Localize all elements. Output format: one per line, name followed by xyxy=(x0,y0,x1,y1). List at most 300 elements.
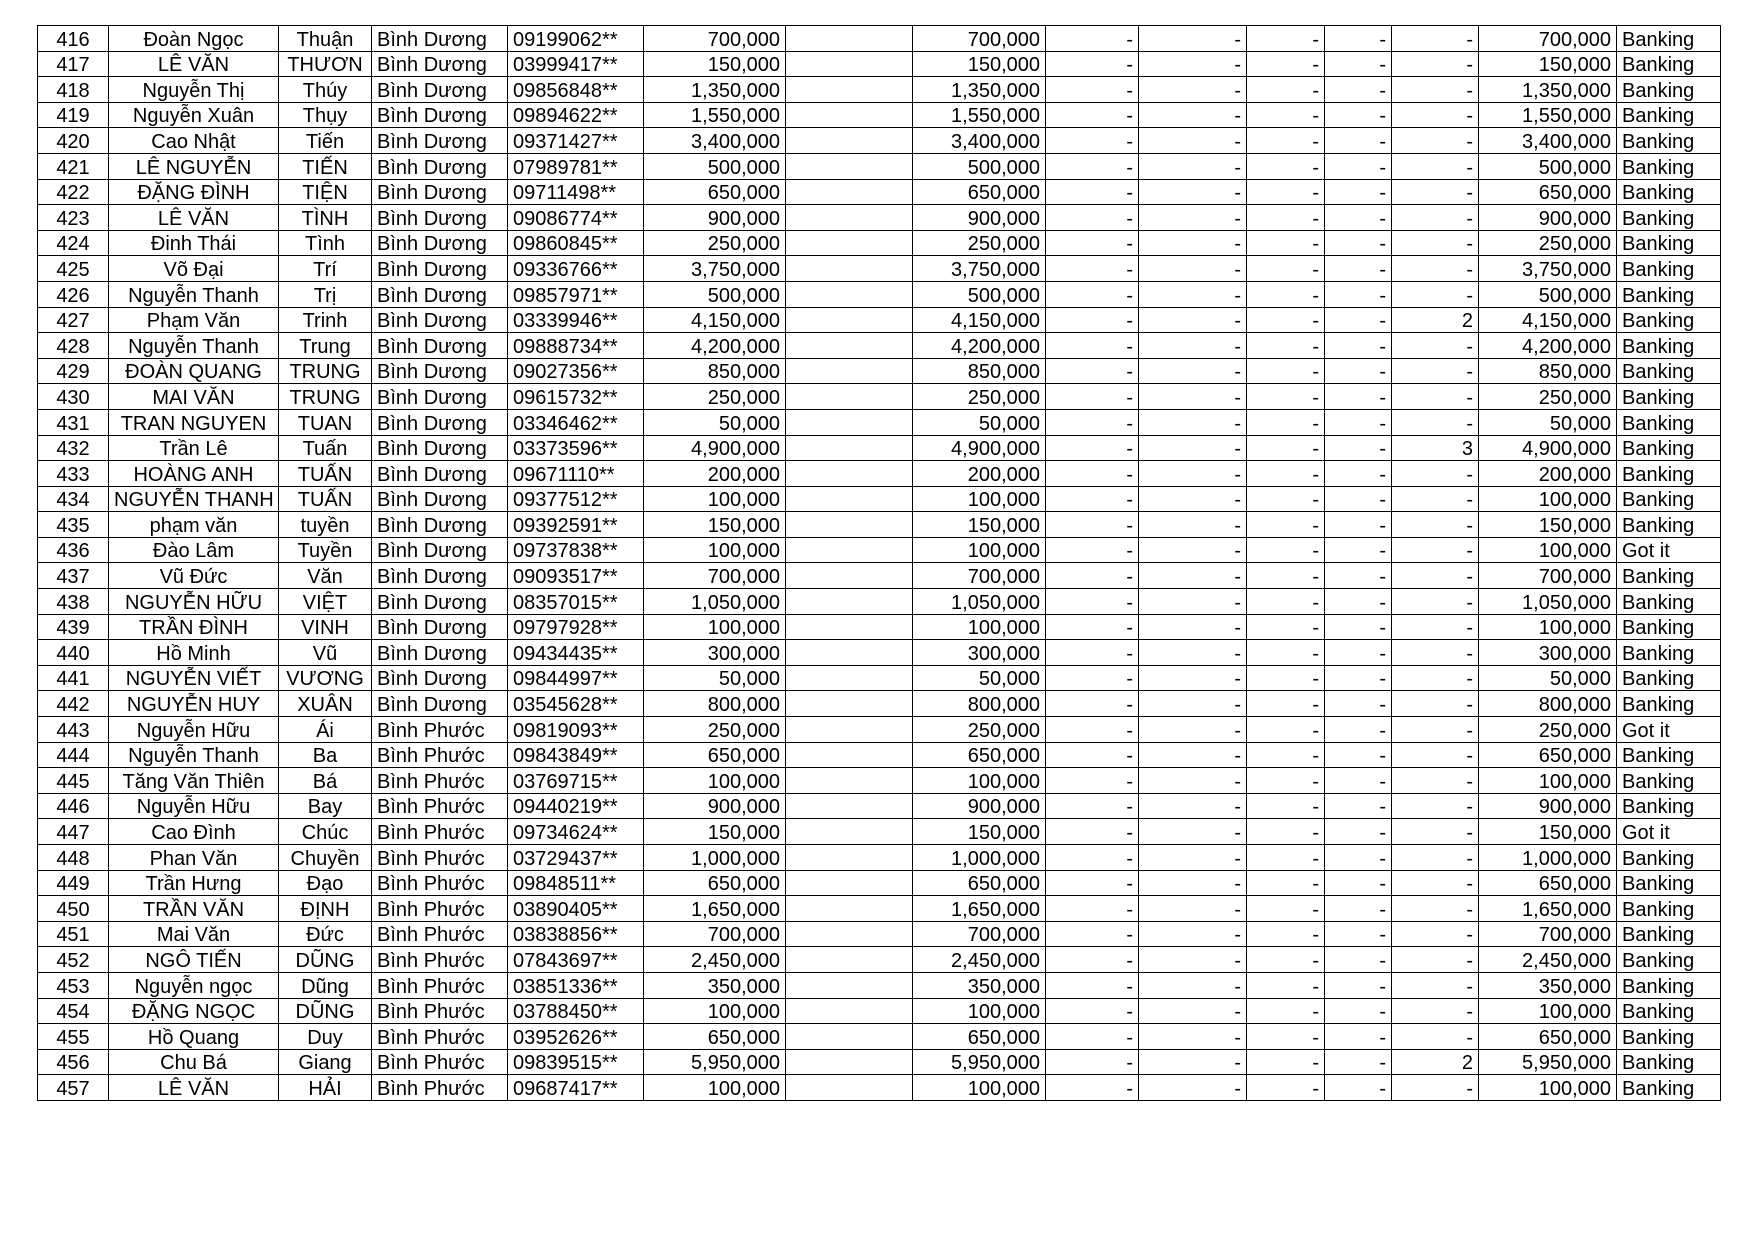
last-name-cell: Trần Hưng xyxy=(109,870,279,896)
deduction-4-cell: - xyxy=(1325,537,1392,563)
payment-method-cell: Banking xyxy=(1617,896,1721,922)
last-name-cell: ĐẶNG NGỌC xyxy=(109,998,279,1024)
deduction-4-cell: - xyxy=(1325,358,1392,384)
last-name-cell: Nguyễn Thanh xyxy=(109,281,279,307)
phone-number-cell: 09860845** xyxy=(508,230,644,256)
total-amount-cell: 5,950,000 xyxy=(1479,1049,1617,1075)
amount-confirmed-cell: 3,400,000 xyxy=(913,128,1046,154)
total-amount-cell: 3,400,000 xyxy=(1479,128,1617,154)
deduction-1-cell: - xyxy=(1046,717,1139,743)
deduction-4-cell: - xyxy=(1325,691,1392,717)
total-amount-cell: 150,000 xyxy=(1479,819,1617,845)
extra-amount-cell xyxy=(786,435,913,461)
row-number-cell: 431 xyxy=(38,409,109,435)
province-cell: Bình Phước xyxy=(372,870,508,896)
deduction-2-cell: - xyxy=(1139,614,1247,640)
total-amount-cell: 850,000 xyxy=(1479,358,1617,384)
amount-cell: 250,000 xyxy=(644,384,786,410)
deduction-5-cell: - xyxy=(1392,128,1479,154)
deduction-4-cell: - xyxy=(1325,77,1392,103)
phone-number-cell: 09027356** xyxy=(508,358,644,384)
total-amount-cell: 800,000 xyxy=(1479,691,1617,717)
last-name-cell: NGÔ TIẾN xyxy=(109,947,279,973)
payment-method-cell: Banking xyxy=(1617,461,1721,487)
last-name-cell: Tăng Văn Thiên xyxy=(109,768,279,794)
total-amount-cell: 4,150,000 xyxy=(1479,307,1617,333)
amount-confirmed-cell: 100,000 xyxy=(913,768,1046,794)
deduction-5-cell: - xyxy=(1392,256,1479,282)
last-name-cell: TRAN NGUYEN xyxy=(109,409,279,435)
row-number-cell: 447 xyxy=(38,819,109,845)
amount-cell: 50,000 xyxy=(644,665,786,691)
deduction-2-cell: - xyxy=(1139,128,1247,154)
phone-number-cell: 03729437** xyxy=(508,845,644,871)
amount-cell: 4,900,000 xyxy=(644,435,786,461)
deduction-5-cell: - xyxy=(1392,77,1479,103)
deduction-1-cell: - xyxy=(1046,358,1139,384)
first-name-cell: Tuyền xyxy=(279,537,372,563)
payment-method-cell: Banking xyxy=(1617,921,1721,947)
province-cell: Bình Phước xyxy=(372,793,508,819)
row-number-cell: 434 xyxy=(38,486,109,512)
first-name-cell: Thúy xyxy=(279,77,372,103)
last-name-cell: MAI VĂN xyxy=(109,384,279,410)
deduction-5-cell: - xyxy=(1392,793,1479,819)
last-name-cell: Phạm Văn xyxy=(109,307,279,333)
deduction-3-cell: - xyxy=(1247,665,1325,691)
deduction-3-cell: - xyxy=(1247,153,1325,179)
province-cell: Bình Dương xyxy=(372,128,508,154)
payment-method-cell: Banking xyxy=(1617,998,1721,1024)
deduction-5-cell: - xyxy=(1392,51,1479,77)
deduction-5-cell: - xyxy=(1392,358,1479,384)
total-amount-cell: 500,000 xyxy=(1479,153,1617,179)
phone-number-cell: 09392591** xyxy=(508,512,644,538)
deduction-1-cell: - xyxy=(1046,819,1139,845)
payment-method-cell: Banking xyxy=(1617,972,1721,998)
extra-amount-cell xyxy=(786,1049,913,1075)
deduction-3-cell: - xyxy=(1247,921,1325,947)
deduction-2-cell: - xyxy=(1139,1049,1247,1075)
total-amount-cell: 150,000 xyxy=(1479,51,1617,77)
first-name-cell: VINH xyxy=(279,614,372,640)
phone-number-cell: 03346462** xyxy=(508,409,644,435)
deduction-3-cell: - xyxy=(1247,793,1325,819)
deduction-1-cell: - xyxy=(1046,409,1139,435)
phone-number-cell: 03373596** xyxy=(508,435,644,461)
amount-confirmed-cell: 1,000,000 xyxy=(913,845,1046,871)
phone-number-cell: 09086774** xyxy=(508,205,644,231)
table-body xyxy=(38,26,1721,1101)
payment-method-cell: Banking xyxy=(1617,512,1721,538)
payment-method-cell: Banking xyxy=(1617,665,1721,691)
amount-confirmed-cell: 3,750,000 xyxy=(913,256,1046,282)
deduction-2-cell: - xyxy=(1139,665,1247,691)
row-number-cell: 455 xyxy=(38,1024,109,1050)
deduction-2-cell: - xyxy=(1139,998,1247,1024)
deduction-5-cell: 2 xyxy=(1392,1049,1479,1075)
payment-method-cell: Banking xyxy=(1617,153,1721,179)
deduction-2-cell: - xyxy=(1139,307,1247,333)
last-name-cell: Đoàn Ngọc xyxy=(109,26,279,52)
payment-method-cell: Banking xyxy=(1617,409,1721,435)
table-row xyxy=(38,640,1721,666)
table-row xyxy=(38,153,1721,179)
amount-confirmed-cell: 650,000 xyxy=(913,179,1046,205)
row-number-cell: 424 xyxy=(38,230,109,256)
phone-number-cell: 09819093** xyxy=(508,717,644,743)
payment-method-cell: Banking xyxy=(1617,230,1721,256)
deduction-4-cell: - xyxy=(1325,333,1392,359)
row-number-cell: 423 xyxy=(38,205,109,231)
deduction-3-cell: - xyxy=(1247,947,1325,973)
row-number-cell: 453 xyxy=(38,972,109,998)
amount-confirmed-cell: 1,050,000 xyxy=(913,589,1046,615)
row-number-cell: 426 xyxy=(38,281,109,307)
amount-cell: 250,000 xyxy=(644,230,786,256)
total-amount-cell: 4,900,000 xyxy=(1479,435,1617,461)
province-cell: Bình Phước xyxy=(372,768,508,794)
extra-amount-cell xyxy=(786,589,913,615)
phone-number-cell: 07843697** xyxy=(508,947,644,973)
first-name-cell: Trinh xyxy=(279,307,372,333)
deduction-3-cell: - xyxy=(1247,409,1325,435)
payment-method-cell: Banking xyxy=(1617,102,1721,128)
deduction-2-cell: - xyxy=(1139,717,1247,743)
amount-cell: 150,000 xyxy=(644,51,786,77)
deduction-2-cell: - xyxy=(1139,461,1247,487)
deduction-3-cell: - xyxy=(1247,819,1325,845)
deduction-1-cell: - xyxy=(1046,793,1139,819)
extra-amount-cell xyxy=(786,256,913,282)
province-cell: Bình Phước xyxy=(372,1024,508,1050)
deduction-1-cell: - xyxy=(1046,128,1139,154)
payment-method-cell: Banking xyxy=(1617,77,1721,103)
deduction-1-cell: - xyxy=(1046,742,1139,768)
row-number-cell: 446 xyxy=(38,793,109,819)
extra-amount-cell xyxy=(786,409,913,435)
last-name-cell: Trần Lê xyxy=(109,435,279,461)
total-amount-cell: 1,550,000 xyxy=(1479,102,1617,128)
payment-method-cell: Banking xyxy=(1617,768,1721,794)
last-name-cell: Nguyễn ngọc xyxy=(109,972,279,998)
deduction-1-cell: - xyxy=(1046,1049,1139,1075)
table-row xyxy=(38,1024,1721,1050)
deduction-5-cell: - xyxy=(1392,768,1479,794)
table-row xyxy=(38,230,1721,256)
payment-method-cell: Banking xyxy=(1617,435,1721,461)
total-amount-cell: 100,000 xyxy=(1479,537,1617,563)
row-number-cell: 419 xyxy=(38,102,109,128)
last-name-cell: Nguyễn Xuân xyxy=(109,102,279,128)
deduction-3-cell: - xyxy=(1247,51,1325,77)
table-row xyxy=(38,1075,1721,1101)
amount-cell: 100,000 xyxy=(644,998,786,1024)
extra-amount-cell xyxy=(786,179,913,205)
amount-confirmed-cell: 700,000 xyxy=(913,26,1046,52)
province-cell: Bình Dương xyxy=(372,614,508,640)
phone-number-cell: 09615732** xyxy=(508,384,644,410)
first-name-cell: TUẤN xyxy=(279,486,372,512)
payment-method-cell: Banking xyxy=(1617,1075,1721,1101)
deduction-3-cell: - xyxy=(1247,333,1325,359)
total-amount-cell: 700,000 xyxy=(1479,563,1617,589)
table-row xyxy=(38,614,1721,640)
deduction-2-cell: - xyxy=(1139,691,1247,717)
table-row xyxy=(38,77,1721,103)
last-name-cell: Mai Văn xyxy=(109,921,279,947)
first-name-cell: Ái xyxy=(279,717,372,743)
deduction-4-cell: - xyxy=(1325,102,1392,128)
payment-method-cell: Banking xyxy=(1617,205,1721,231)
amount-cell: 800,000 xyxy=(644,691,786,717)
phone-number-cell: 03339946** xyxy=(508,307,644,333)
table-row xyxy=(38,537,1721,563)
deduction-5-cell: - xyxy=(1392,717,1479,743)
deduction-5-cell: - xyxy=(1392,691,1479,717)
last-name-cell: TRẦN ĐÌNH xyxy=(109,614,279,640)
last-name-cell: Cao Đình xyxy=(109,819,279,845)
amount-cell: 1,000,000 xyxy=(644,845,786,871)
deduction-1-cell: - xyxy=(1046,563,1139,589)
data-table xyxy=(37,25,1721,1101)
extra-amount-cell xyxy=(786,1075,913,1101)
total-amount-cell: 700,000 xyxy=(1479,921,1617,947)
first-name-cell: Dũng xyxy=(279,972,372,998)
deduction-3-cell: - xyxy=(1247,972,1325,998)
amount-confirmed-cell: 4,150,000 xyxy=(913,307,1046,333)
deduction-5-cell: - xyxy=(1392,614,1479,640)
deduction-3-cell: - xyxy=(1247,1024,1325,1050)
deduction-4-cell: - xyxy=(1325,179,1392,205)
first-name-cell: Chúc xyxy=(279,819,372,845)
total-amount-cell: 700,000 xyxy=(1479,26,1617,52)
first-name-cell: Đức xyxy=(279,921,372,947)
row-number-cell: 420 xyxy=(38,128,109,154)
extra-amount-cell xyxy=(786,461,913,487)
total-amount-cell: 100,000 xyxy=(1479,1075,1617,1101)
deduction-4-cell: - xyxy=(1325,972,1392,998)
last-name-cell: LÊ VĂN xyxy=(109,1075,279,1101)
last-name-cell: ĐẶNG ĐÌNH xyxy=(109,179,279,205)
deduction-1-cell: - xyxy=(1046,1024,1139,1050)
row-number-cell: 422 xyxy=(38,179,109,205)
deduction-2-cell: - xyxy=(1139,819,1247,845)
last-name-cell: TRẦN VĂN xyxy=(109,896,279,922)
first-name-cell: TUAN xyxy=(279,409,372,435)
phone-number-cell: 09797928** xyxy=(508,614,644,640)
province-cell: Bình Dương xyxy=(372,563,508,589)
deduction-2-cell: - xyxy=(1139,230,1247,256)
deduction-1-cell: - xyxy=(1046,77,1139,103)
deduction-2-cell: - xyxy=(1139,512,1247,538)
total-amount-cell: 100,000 xyxy=(1479,486,1617,512)
row-number-cell: 421 xyxy=(38,153,109,179)
deduction-2-cell: - xyxy=(1139,409,1247,435)
deduction-1-cell: - xyxy=(1046,486,1139,512)
deduction-1-cell: - xyxy=(1046,665,1139,691)
table-row xyxy=(38,461,1721,487)
deduction-3-cell: - xyxy=(1247,768,1325,794)
payment-method-cell: Banking xyxy=(1617,128,1721,154)
extra-amount-cell xyxy=(786,998,913,1024)
amount-confirmed-cell: 800,000 xyxy=(913,691,1046,717)
last-name-cell: ĐOÀN QUANG xyxy=(109,358,279,384)
last-name-cell: Nguyễn Thị xyxy=(109,77,279,103)
amount-cell: 100,000 xyxy=(644,768,786,794)
deduction-5-cell: - xyxy=(1392,179,1479,205)
first-name-cell: Ba xyxy=(279,742,372,768)
deduction-5-cell: - xyxy=(1392,230,1479,256)
deduction-1-cell: - xyxy=(1046,972,1139,998)
amount-cell: 100,000 xyxy=(644,1075,786,1101)
deduction-3-cell: - xyxy=(1247,870,1325,896)
deduction-3-cell: - xyxy=(1247,128,1325,154)
table-row xyxy=(38,128,1721,154)
province-cell: Bình Phước xyxy=(372,947,508,973)
deduction-2-cell: - xyxy=(1139,102,1247,128)
deduction-1-cell: - xyxy=(1046,589,1139,615)
deduction-2-cell: - xyxy=(1139,640,1247,666)
deduction-3-cell: - xyxy=(1247,640,1325,666)
amount-confirmed-cell: 650,000 xyxy=(913,1024,1046,1050)
phone-number-cell: 03952626** xyxy=(508,1024,644,1050)
last-name-cell: NGUYỄN VIẾT xyxy=(109,665,279,691)
phone-number-cell: 09857971** xyxy=(508,281,644,307)
phone-number-cell: 03890405** xyxy=(508,896,644,922)
amount-cell: 700,000 xyxy=(644,26,786,52)
deduction-1-cell: - xyxy=(1046,691,1139,717)
phone-number-cell: 09199062** xyxy=(508,26,644,52)
deduction-2-cell: - xyxy=(1139,384,1247,410)
first-name-cell: TÌNH xyxy=(279,205,372,231)
amount-cell: 4,200,000 xyxy=(644,333,786,359)
amount-cell: 650,000 xyxy=(644,179,786,205)
deduction-3-cell: - xyxy=(1247,384,1325,410)
deduction-1-cell: - xyxy=(1046,1075,1139,1101)
row-number-cell: 425 xyxy=(38,256,109,282)
deduction-2-cell: - xyxy=(1139,205,1247,231)
amount-cell: 100,000 xyxy=(644,614,786,640)
deduction-4-cell: - xyxy=(1325,461,1392,487)
deduction-1-cell: - xyxy=(1046,998,1139,1024)
deduction-4-cell: - xyxy=(1325,614,1392,640)
table-row xyxy=(38,384,1721,410)
deduction-3-cell: - xyxy=(1247,281,1325,307)
deduction-4-cell: - xyxy=(1325,1049,1392,1075)
row-number-cell: 451 xyxy=(38,921,109,947)
payment-method-cell: Banking xyxy=(1617,793,1721,819)
deduction-1-cell: - xyxy=(1046,256,1139,282)
extra-amount-cell xyxy=(786,640,913,666)
amount-cell: 900,000 xyxy=(644,793,786,819)
row-number-cell: 416 xyxy=(38,26,109,52)
province-cell: Bình Phước xyxy=(372,1049,508,1075)
deduction-3-cell: - xyxy=(1247,717,1325,743)
deduction-4-cell: - xyxy=(1325,230,1392,256)
deduction-1-cell: - xyxy=(1046,281,1139,307)
last-name-cell: Hồ Quang xyxy=(109,1024,279,1050)
deduction-5-cell: - xyxy=(1392,947,1479,973)
phone-number-cell: 09687417** xyxy=(508,1075,644,1101)
deduction-4-cell: - xyxy=(1325,768,1392,794)
table-row xyxy=(38,921,1721,947)
row-number-cell: 450 xyxy=(38,896,109,922)
payment-method-cell: Banking xyxy=(1617,845,1721,871)
amount-cell: 850,000 xyxy=(644,358,786,384)
province-cell: Bình Dương xyxy=(372,589,508,615)
deduction-4-cell: - xyxy=(1325,563,1392,589)
deduction-2-cell: - xyxy=(1139,845,1247,871)
amount-cell: 650,000 xyxy=(644,1024,786,1050)
deduction-5-cell: - xyxy=(1392,921,1479,947)
phone-number-cell: 03999417** xyxy=(508,51,644,77)
province-cell: Bình Dương xyxy=(372,205,508,231)
amount-confirmed-cell: 300,000 xyxy=(913,640,1046,666)
last-name-cell: NGUYỄN HUY xyxy=(109,691,279,717)
first-name-cell: Duy xyxy=(279,1024,372,1050)
deduction-4-cell: - xyxy=(1325,486,1392,512)
deduction-4-cell: - xyxy=(1325,1075,1392,1101)
deduction-4-cell: - xyxy=(1325,512,1392,538)
payment-method-cell: Banking xyxy=(1617,333,1721,359)
deduction-3-cell: - xyxy=(1247,435,1325,461)
deduction-4-cell: - xyxy=(1325,128,1392,154)
deduction-3-cell: - xyxy=(1247,256,1325,282)
table-row xyxy=(38,691,1721,717)
deduction-4-cell: - xyxy=(1325,998,1392,1024)
amount-cell: 3,400,000 xyxy=(644,128,786,154)
deduction-3-cell: - xyxy=(1247,614,1325,640)
table-row xyxy=(38,26,1721,52)
deduction-1-cell: - xyxy=(1046,333,1139,359)
row-number-cell: 437 xyxy=(38,563,109,589)
deduction-3-cell: - xyxy=(1247,845,1325,871)
amount-cell: 100,000 xyxy=(644,486,786,512)
table-row xyxy=(38,589,1721,615)
amount-confirmed-cell: 1,350,000 xyxy=(913,77,1046,103)
amount-cell: 150,000 xyxy=(644,819,786,845)
amount-cell: 500,000 xyxy=(644,281,786,307)
deduction-5-cell: - xyxy=(1392,972,1479,998)
deduction-4-cell: - xyxy=(1325,435,1392,461)
deduction-2-cell: - xyxy=(1139,896,1247,922)
province-cell: Bình Dương xyxy=(372,307,508,333)
deduction-1-cell: - xyxy=(1046,845,1139,871)
deduction-5-cell: - xyxy=(1392,563,1479,589)
extra-amount-cell xyxy=(786,972,913,998)
first-name-cell: ĐỊNH xyxy=(279,896,372,922)
payment-method-cell: Got it xyxy=(1617,819,1721,845)
extra-amount-cell xyxy=(786,537,913,563)
payment-method-cell: Got it xyxy=(1617,537,1721,563)
deduction-3-cell: - xyxy=(1247,461,1325,487)
deduction-3-cell: - xyxy=(1247,179,1325,205)
deduction-3-cell: - xyxy=(1247,77,1325,103)
total-amount-cell: 100,000 xyxy=(1479,768,1617,794)
province-cell: Bình Phước xyxy=(372,896,508,922)
deduction-5-cell: 2 xyxy=(1392,307,1479,333)
payment-method-cell: Banking xyxy=(1617,307,1721,333)
first-name-cell: Thụy xyxy=(279,102,372,128)
province-cell: Bình Dương xyxy=(372,537,508,563)
province-cell: Bình Dương xyxy=(372,102,508,128)
total-amount-cell: 300,000 xyxy=(1479,640,1617,666)
phone-number-cell: 09377512** xyxy=(508,486,644,512)
deduction-1-cell: - xyxy=(1046,768,1139,794)
table-row xyxy=(38,896,1721,922)
deduction-2-cell: - xyxy=(1139,1075,1247,1101)
